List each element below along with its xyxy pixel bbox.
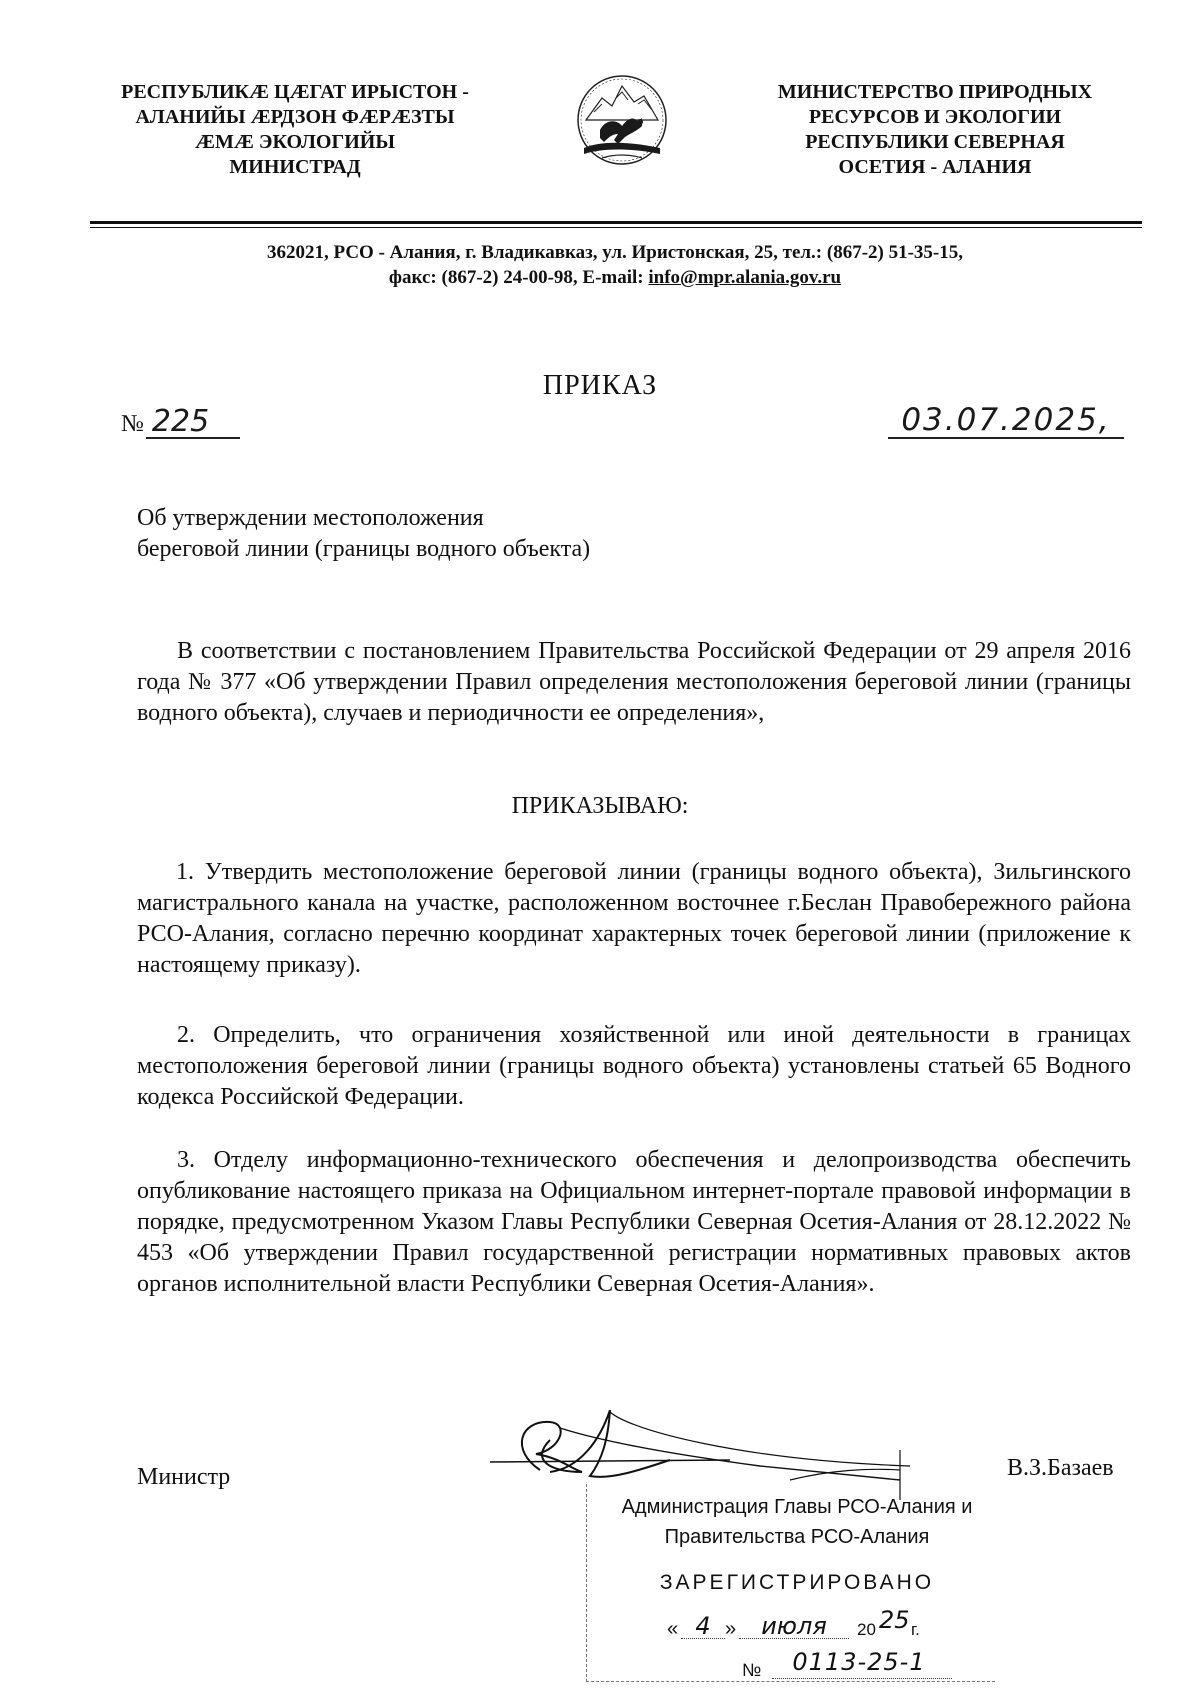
signatory-position: Министр [137, 1464, 231, 1490]
letterhead-right-line: РЕСУРСОВ И ЭКОЛОГИИ [808, 106, 1062, 128]
number-value: 225 [146, 407, 240, 439]
letterhead-left-line: МИНИСТРАД [229, 156, 361, 178]
address-line: 362021, РСО - Алания, г. Владикавказ, ул. Иристонская, 25, тел.: (867-2) 51-35-15, [266, 242, 963, 263]
subject-line: береговой линии (границы водного объекта) [137, 536, 591, 562]
letterhead-left-line: АЛАНИЙЫ ӔРДЗОН ФӔРӔЗТЫ [135, 106, 455, 128]
stamp-line: Правительства РСО-Алания [664, 1526, 930, 1548]
order-subject [137, 503, 837, 565]
stamp-reg-value: 0113-25-1 [792, 1648, 926, 1676]
coat-of-arms-icon [572, 68, 672, 180]
letterhead-left-line: ӔМӔ ЭКОЛОГИЙЫ [195, 131, 395, 153]
decree-heading: ПРИКАЗЫВАЮ: [511, 793, 689, 819]
contact-line [90, 265, 1140, 291]
email-link[interactable]: info@mpr.alania.gov.ru [648, 267, 842, 288]
stamp-day: 4 [695, 1612, 711, 1640]
letterhead-right-line: МИНИСТЕРСТВО ПРИРОДНЫХ [777, 81, 1093, 103]
letterhead-rule-thin [90, 227, 1142, 228]
subject-line: Об утверждении местоположения [137, 505, 484, 531]
stamp-date: « 4 » июля 20 25 г. [667, 1606, 920, 1640]
letterhead-right-line: РЕСПУБЛИКИ СЕВЕРНАЯ [805, 131, 1065, 153]
item-paragraph-3: 3. Отделу информационно-технического обеспечения и делопроизводства обеспечить опубликование настоящего приказа на Официальном интернет-портале правовой информации в порядке, предусмотренном Указом Главы Республики Северная Осетия-Алания от 28.12.2022 № 453 «Об утверждении Правил государственной регистрации нормативных правовых актов органов исполнительной власти Республики Северная Осетия-Алания». [137, 1147, 1131, 1297]
fax-text: факс: (867-2) 24-00-98, E-mail: [388, 267, 649, 288]
letterhead-left-line: РЕСПУБЛИКӔ ЦӔГАТ ИРЫСТОН - [121, 81, 469, 103]
item-paragraph-2: 2. Определить, что ограничения хозяйственной или иной деятельности в границах местоположения береговой линии (границы водного объекта) установлены статьей 65 Водного кодекса Российской Федерации. [137, 1022, 1131, 1110]
letterhead-right-line: ОСЕТИЯ - АЛАНИЯ [838, 156, 1032, 178]
stamp-month: июля [761, 1612, 827, 1640]
stamp-year-suffix: 25 [879, 1606, 910, 1634]
number-label: № [121, 411, 144, 437]
intro-paragraph: В соответствии с постановлением Правительства Российской Федерации от 29 апреля 2016 года № 377 «Об утверждении Правил определения местоположения береговой линии (границы водного объекта), случаев и периодичности ее определения», [137, 638, 1131, 726]
registration-stamp [586, 1484, 995, 1682]
stamp-year-unit: г. [911, 1620, 920, 1639]
order-date: 03.07.2025, [888, 403, 1124, 439]
stamp-registered: ЗАРЕГИСТРИРОВАНО [659, 1571, 935, 1594]
letterhead-rule-thick [90, 221, 1142, 224]
stamp-year-prefix: 20 [857, 1620, 876, 1639]
item-paragraph-1: 1. Утвердить местоположение береговой линии (границы водного объекта), Зильгинского магистрального канала на участке, расположенном восточнее г.Беслан Правобережного района РСО-Алания, согласно перечню координат характерных точек береговой линии (приложение к настоящему приказу). [137, 859, 1131, 978]
stamp-reg-label: № [742, 1660, 762, 1680]
letterhead-left [95, 80, 495, 180]
stamp-registration-number [742, 1648, 1002, 1684]
order-number [121, 404, 240, 439]
signatory-name: В.З.Базаев [1007, 1455, 1114, 1481]
stamp-line: Администрация Главы РСО-Алания и [621, 1496, 973, 1518]
order-title: ПРИКАЗ [542, 370, 658, 401]
letterhead-right [735, 80, 1135, 180]
